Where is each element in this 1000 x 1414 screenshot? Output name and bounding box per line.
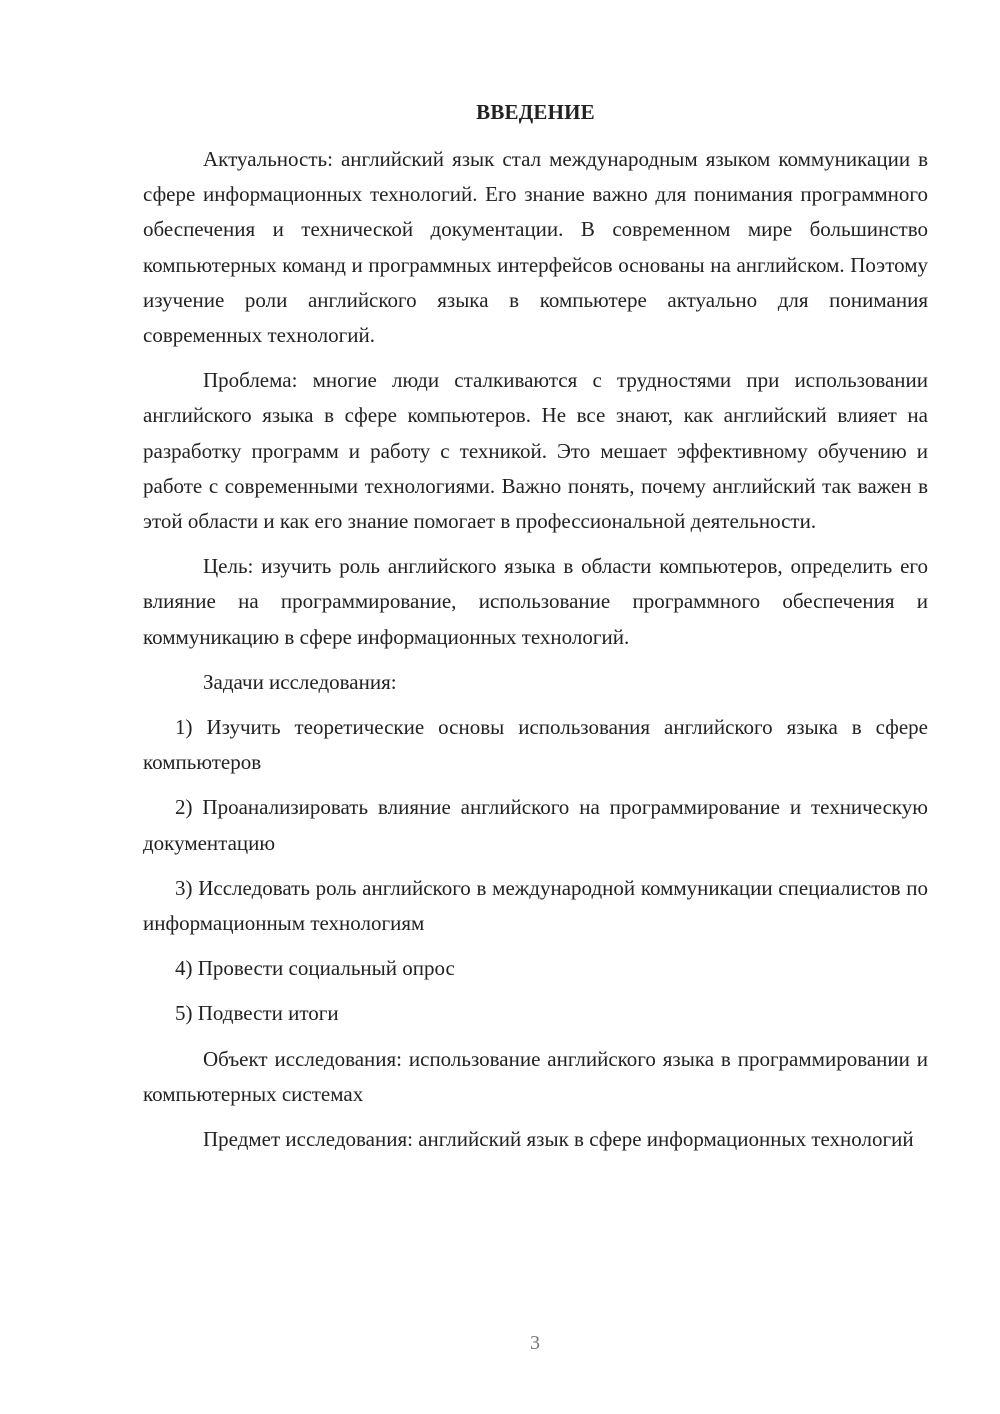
page-number: 3 bbox=[530, 1332, 540, 1354]
goal-paragraph: Цель: изучить роль английского языка в области компьютеров, определить его влияние на программирование, использование программного обеспечения и коммуникацию в сфере информационных технологий. bbox=[143, 554, 928, 649]
relevance-paragraph: Актуальность: английский язык стал международным языком коммуникации в сфере информационных технологий. Его знание важно для понимания программного обеспечения и технической документации. В современном мире большинство компьютерных команд и программных интерфейсов основаны на английском. Поэтому изучение роли английского языка в компьютере актуально для понимания современных технологий. bbox=[143, 147, 928, 348]
subject-paragraph: Предмет исследования: английский язык в сфере информационных технологий bbox=[203, 1127, 914, 1152]
section-heading: ВВЕДЕНИЕ bbox=[476, 100, 595, 124]
task-item: 4) Провести социальный опрос bbox=[175, 956, 455, 981]
tasks-list bbox=[143, 710, 928, 1032]
problem-paragraph: Проблема: многие люди сталкиваются с трудностями при использовании английского языка в сфере компьютеров. Не все знают, как английский влияет на разработку программ и работу с техникой. Это мешает эффективному обучению и работе с современными технологиями. Важно понять, почему английский так важен в этой области и как его знание помогает в профессиональной деятельности. bbox=[143, 368, 928, 534]
task-item: 3) Исследовать роль английского в международной коммуникации специалистов по информационным технологиям bbox=[143, 875, 928, 936]
task-item: 2) Проанализировать влияние английского на программирование и техническую документацию bbox=[143, 795, 928, 855]
object-paragraph: Объект исследования: использование английского языка в программировании и компьютерных системах bbox=[143, 1046, 928, 1106]
document-body bbox=[143, 95, 928, 1157]
task-item: 1) Изучить теоретические основы использования английского языка в сфере компьютеров bbox=[143, 715, 928, 775]
task-item: 5) Подвести итоги bbox=[175, 1001, 339, 1026]
tasks-heading: Задачи исследования: bbox=[203, 669, 397, 694]
